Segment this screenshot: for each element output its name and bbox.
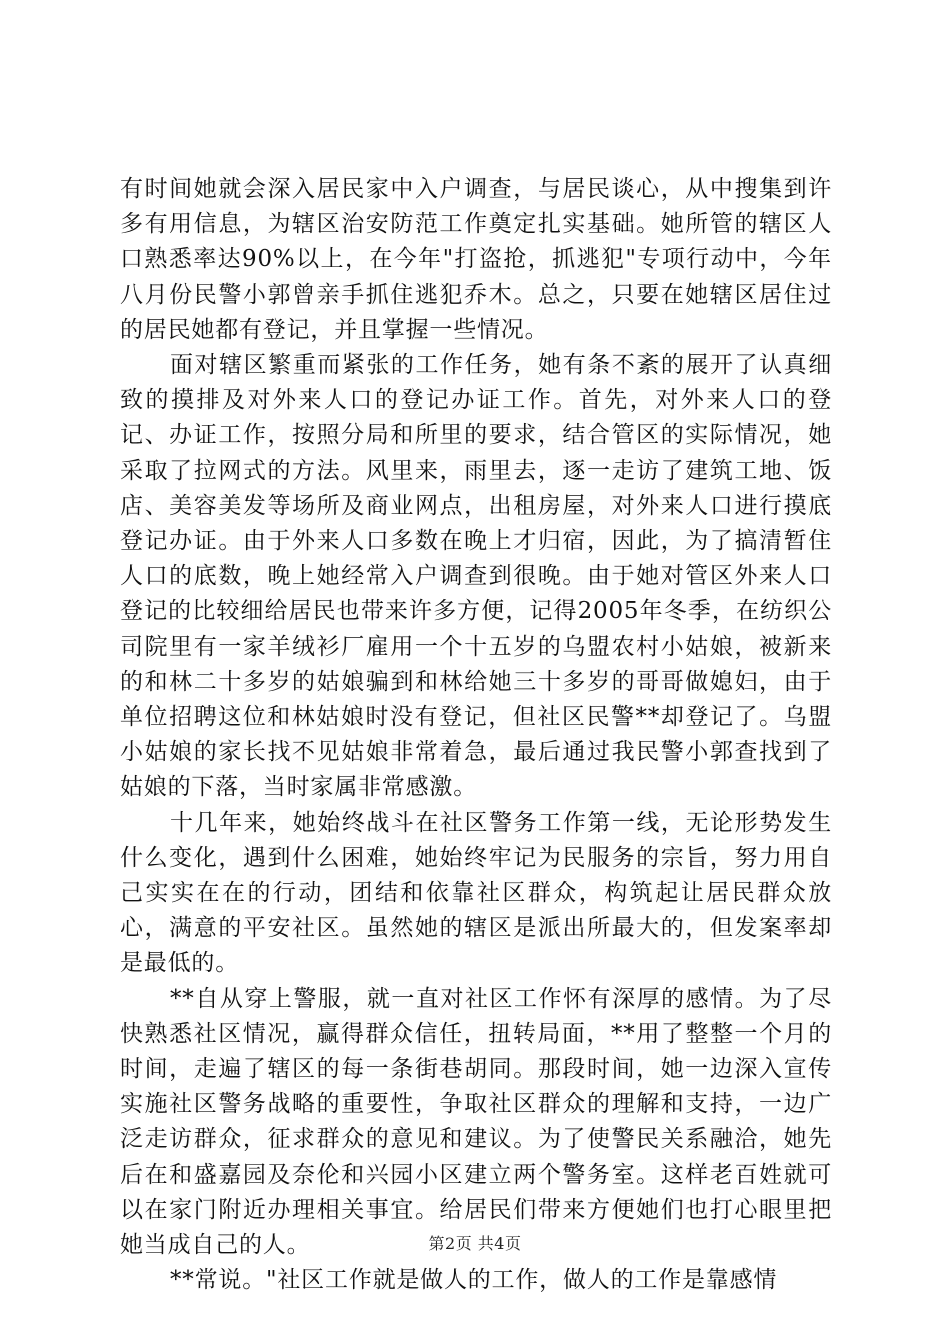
page-number-label: 第2页 共4页 [428,1234,522,1253]
paragraph-2: 面对辖区繁重而紧张的工作任务，她有条不紊的展开了认真细致的摸排及对外来人口的登记办证工作。首先，对外来人口的登记、办证工作，按照分局和所里的要求，结合管区的实际情况，她采取了拉网式的方法。风里来，雨里去，逐一走访了建筑工地、饭店、美容美发等场所及商业网点，出租房屋，对外来人口进行摸底登记办证。由于外来人口多数在晚上才归宿，因此，为了搞清暂住人口的底数，晚上她经常入户调查到很晚。由于她对管区外来人口登记的比较细给居民也带来许多方便，记得2005年冬季，在纺织公司院里有一家羊绒衫厂雇用一个十五岁的乌盟农村小姑娘，被新来的和林二十多岁的姑娘骗到和林给她三十多岁的哥哥做媳妇，由于单位招聘这位和林姑娘时没有登记，但社区民警**却登记了。乌盟小姑娘的家长找不见姑娘非常着急，最后通过我民警小郭查找到了姑娘的下落，当时家属非常感激。 [120,352,832,801]
paragraph-5: **常说。"社区工作就是做人的工作，做人的工作是靠感情 [170,1267,778,1294]
paragraph-4: **自从穿上警服，就一直对社区工作怀有深厚的感情。为了尽快熟悉社区情况，赢得群众信任，扭转局面，**用了整整一个月的时间，走遍了辖区的每一条街巷胡同。那段时间，她一边深入宣传实施社区警务战略的重要性，争取社区群众的理解和支持，一边广泛走访群众，征求群众的意见和建议。为了使警民关系融洽，她先后在和盛嘉园及奈伦和兴园小区建立两个警务室。这样老百姓就可以在家门附近办理相关事宜。给居民们带来方便她们也打心眼里把她当成自己的人。 [120,985,832,1259]
page-footer [0,1231,950,1254]
paragraph-3: 十几年来，她始终战斗在社区警务工作第一线，无论形势发生什么变化，遇到什么困难，她始终牢记为民服务的宗旨，努力用自己实实在在的行动，团结和依靠社区群众，构筑起让居民群众放心，满意的平安社区。虽然她的辖区是派出所最大的，但发案率却是最低的。 [120,809,832,977]
paragraph-1: 有时间她就会深入居民家中入户调查，与居民谈心，从中搜集到许多有用信息，为辖区治安防范工作奠定扎实基础。她所管的辖区人口熟悉率达90%以上，在今年"打盗抢，抓逃犯"专项行动中，今年八月份民警小郭曾亲手抓住逃犯乔木。总之，只要在她辖区居住过的居民她都有登记，并且掌握一些情况。 [120,176,832,343]
document-body [120,172,832,1299]
